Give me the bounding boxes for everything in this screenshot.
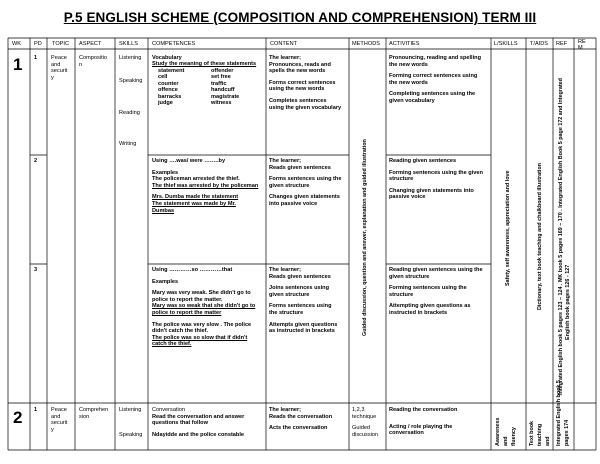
header-remarks-1: RE: [578, 39, 586, 45]
header-content: CONTENT: [270, 41, 298, 47]
teaching-aids-cell: and: [545, 436, 551, 446]
life-skills-cell: fluency: [511, 427, 517, 446]
skill-listening: Listening: [119, 407, 142, 413]
header-lskills: L/SKILLS: [494, 41, 518, 47]
life-skills-cell: Awareness: [495, 417, 501, 446]
header-pd: PD: [34, 41, 42, 47]
week-number: 2: [13, 408, 23, 427]
header-topic: TOPIC: [52, 41, 69, 47]
skill-reading: Reading: [119, 110, 140, 116]
content-cell: The learner; Pronounces, reads and spells the new words Forms correct sentences using the new words Completes sentences using the given vocabulary: [269, 55, 342, 111]
life-skills-cell: Safety, self awareness, appreciation and love: [505, 170, 511, 286]
reference-cell-2: English book pages 126 - 127: [565, 264, 571, 340]
skill-speaking: Speaking: [119, 78, 143, 84]
skill-speaking: Speaking: [119, 432, 143, 438]
header-wk: WK: [12, 41, 22, 47]
reference-cell: Integrated English book 5: [556, 380, 562, 446]
competences-subtitle: Study the meaning of these statements: [152, 61, 257, 67]
header-aspect: ASPECT: [79, 41, 102, 47]
period-number: 2: [34, 158, 38, 164]
header-remarks-2: M: [578, 45, 583, 51]
activities-cell: Reading the conversation Acting / role playing the conversation: [389, 407, 458, 437]
aspect-cell: Comprehen sion: [79, 407, 109, 420]
period-number: 1: [34, 407, 38, 413]
period-number: 1: [34, 55, 38, 61]
competences-cell: Using …………so …………that Examples Mary was very weak. She didn't go to police to report the matter. Mary was so weak that she didn't go to police to report the matter The police was very slow . The police didn't catch the thief. The police was so slow that if didn't catch the thief.: [152, 267, 256, 348]
life-skills-cell: and: [503, 436, 509, 446]
teaching-aids-cell: Dictionary, text book teaching and chalkboard illustration: [537, 163, 543, 310]
activities-cell: Reading given sentences using the given structure Forming sentences using the structure Attempting given questions as instructed in brackets: [389, 267, 483, 316]
competences-title: Vocabulary: [152, 55, 182, 61]
topic-cell: Peace and securit y: [51, 55, 68, 81]
competences-cell: Conversation Read the conversation and answer questions that follow Ndayidde and the police constable: [152, 407, 245, 438]
activities-cell: Reading given sentences Forming sentences using the given structure Changing given statements into passive voice: [389, 158, 483, 201]
period-number: 3: [34, 267, 38, 273]
vocab-list-1: statement cell counter offence barracks judge: [158, 67, 185, 107]
aspect-cell: Compositio n: [79, 55, 107, 68]
teaching-aids-cell: Text book: [529, 420, 535, 446]
header-competences: COMPETENCES: [152, 41, 196, 47]
methods-cell: 1,2,3 technique Guided discussion: [352, 407, 379, 438]
content-cell: The learner; Reads the conversation Acts the conversation: [269, 407, 333, 432]
content-cell: The learner; Reads given sentences Joins sentences using given structure Forms sentences using the structure Attempts given questions as instructed in brackets: [269, 267, 338, 335]
header-skills: SKILLS: [119, 41, 138, 47]
content-cell: The learner; Reads given sentences Forms sentences using the given structure Changes given statements into passive voice: [269, 158, 342, 207]
competences-cell: Using ….was/ were ……..by Examples The policeman arrested the thief. The thief was arrested by the policeman Mrs. Dumba made the statement The statement was made by Mr. Dumbas: [152, 158, 259, 214]
reference-cell: pages 174: [564, 419, 570, 446]
activities-cell: Pronouncing, reading and spelling the new words Forming correct sentences using the new words Completing sentences using the given vocabulary: [389, 55, 481, 104]
header-activities: ACTIVITIES: [389, 41, 420, 47]
header-methods: METHODS: [352, 41, 380, 47]
teaching-aids-cell: teaching: [537, 423, 543, 446]
week-number: 1: [13, 55, 23, 74]
header-ref: REF: [556, 41, 568, 47]
methods-cell: Guided discussion, question and answer, explanation and guided illustration: [362, 139, 368, 336]
skill-writing: Writing: [119, 141, 137, 147]
reference-cell-1: Integrated English book 5 pages 123 – 124 . MK book 5 pages 169 – 170 . Integrated English Book 5 page 172 and Integrated: [558, 78, 564, 395]
skill-listening: Listening: [119, 55, 142, 61]
page-title: P.5 ENGLISH SCHEME (COMPOSITION AND COMPREHENSION) TERM III: [63, 10, 537, 25]
header-taids: T/AIDS: [530, 41, 549, 47]
topic-cell: Peace and securit y: [51, 407, 68, 433]
vocab-list-2: offender set free traffic handcuff magistrate witness: [211, 67, 240, 107]
